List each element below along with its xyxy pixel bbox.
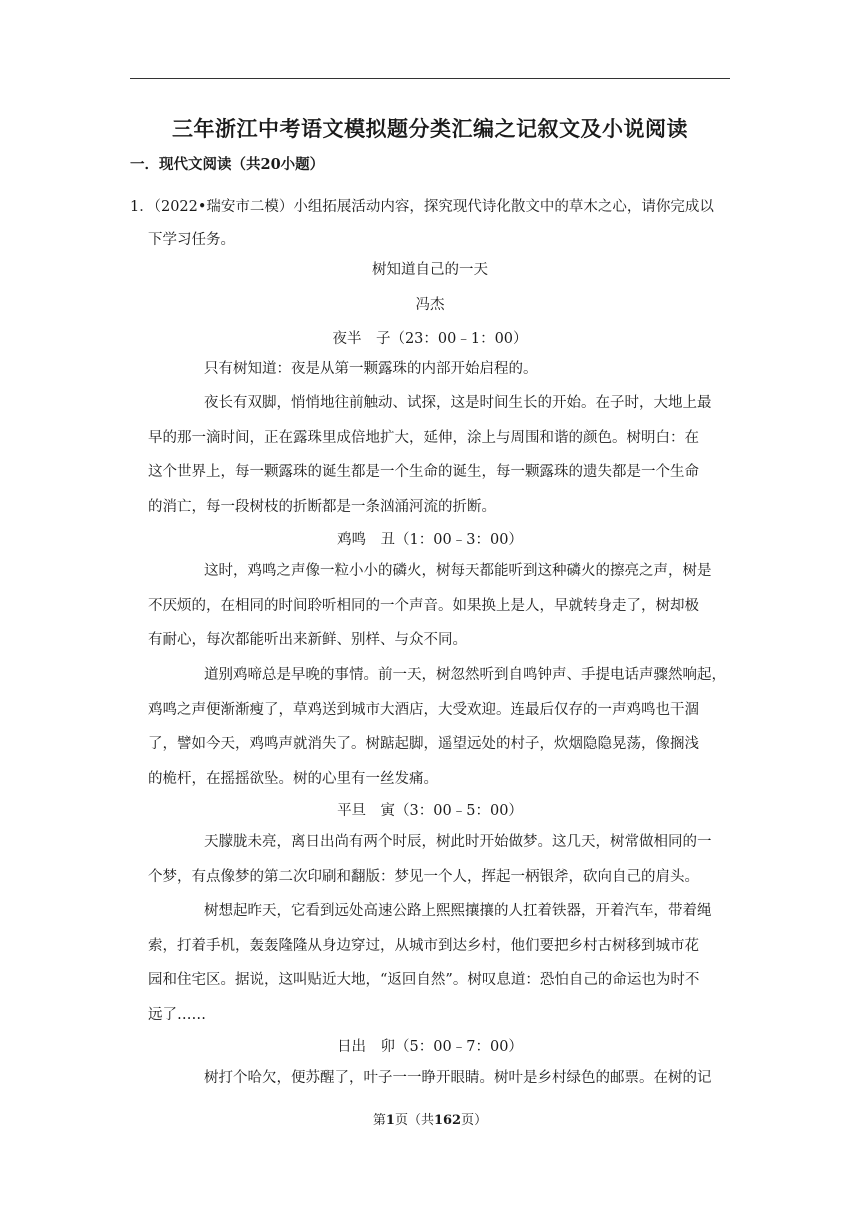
paragraph-line: 不厌烦的，在相同的时间聆听相同的一个声音。如果换上是人，早就转身走了，树却极: [148, 597, 699, 614]
paragraph-1: [148, 352, 732, 387]
paragraph-6: [148, 894, 732, 1032]
time-heading-zi: 夜半 子（23：00﹣1：00）: [332, 331, 528, 347]
paragraph-line: 索，打着手机，轰轰隆隆从身边穿过，从城市到达乡村，他们要把乡村古树移到城市花: [148, 937, 699, 954]
footer-mid: 页（共: [394, 1113, 434, 1128]
article-title: 树知道自己的一天: [372, 262, 488, 278]
document-title: 三年浙江中考语文模拟题分类汇编之记叙文及小说阅读: [172, 116, 688, 141]
paragraph-line: 这时，鸡鸣之声像一粒小小的磷火，树每天都能听到这种磷火的擦亮之声，树是: [204, 563, 712, 579]
article-author: 冯杰: [415, 297, 445, 313]
paragraph-line: 个梦，有点像梦的第二次印刷和翻版：梦见一个人，挥起一柄银斧，砍向自己的肩头。: [148, 868, 699, 885]
footer-suffix: 页）: [461, 1113, 488, 1128]
question-1-line-2: 下学习任务。: [148, 232, 235, 248]
paragraph-line: 道别鸡啼总是早晚的事情。前一天，树忽然听到自鸣钟声、手提电话声骤然响起，: [204, 667, 726, 683]
paragraph-line: 树想起昨天，它看到远处高速公路上熙熙攘攘的人扛着铁器，开着汽车，带着绳: [204, 903, 712, 919]
paragraph-line: 的桅杆，在摇摇欲坠。树的心里有一丝发痛。: [148, 770, 438, 787]
page-footer: [0, 1109, 860, 1128]
section-heading: 一．现代文阅读（共20小题）: [130, 156, 325, 173]
footer-total-pages: 162: [433, 1113, 462, 1128]
paragraph-line: 远了……: [148, 1006, 206, 1023]
paragraph-5: [148, 825, 732, 894]
question-1-line-1: 1．（2022•瑞安市二模）小组拓展活动内容，探究现代诗化散文中的草木之心，请你完成以: [130, 199, 714, 215]
paragraph-line: 只有树知道：夜是从第一颗露珠的内部开始启程的。: [204, 361, 538, 377]
paragraph-line: 夜长有双脚，悄悄地往前触动、试探，这是时间生长的开始。在子时，大地上最: [204, 395, 712, 411]
paragraph-line: 天朦胧未亮，离日出尚有两个时辰，树此时开始做梦。这几天，树常做相同的一: [204, 834, 712, 850]
paragraph-line: 早的那一滴时间，正在露珠里成倍地扩大，延伸，涂上与周围和谐的颜色。树明白：在: [148, 429, 699, 446]
paragraph-line: 园和住宅区。据说，这叫贴近大地，“返回自然”。树叹息道：恐怕自己的命运也为时不: [148, 972, 700, 988]
paragraph-line: 这个世界上，每一颗露珠的诞生都是一个生命的诞生，每一颗露珠的遗失都是一个生命: [148, 464, 699, 480]
header-rule: [130, 78, 730, 79]
paragraph-4: [148, 658, 732, 796]
paragraph-line: 了，譬如今天，鸡鸣声就消失了。树踮起脚，遥望远处的村子，炊烟隐隐晃荡，像搁浅: [148, 736, 699, 752]
paragraph-line: 有耐心，每次都能听出来新鲜、别样、与众不同。: [148, 632, 467, 648]
footer-page-number: 1: [385, 1113, 395, 1128]
footer-prefix: 第: [372, 1113, 386, 1128]
paragraph-7: [148, 1061, 732, 1096]
time-heading-chou: 鸡鸣 丑（1：00﹣3：00）: [337, 532, 523, 548]
paragraph-line: 树打个哈欠，便苏醒了，叶子一一睁开眼睛。树叶是乡村绿色的邮票。在树的记: [204, 1070, 712, 1086]
paragraph-2: [148, 386, 732, 524]
time-heading-yin: 平旦 寅（3：00﹣5：00）: [337, 803, 523, 819]
paragraph-line: 鸡鸣之声便渐渐瘦了，草鸡送到城市大酒店，大受欢迎。连最后仅存的一声鸡鸣也干涸: [148, 701, 699, 718]
paragraph-line: 的消亡，每一段树枝的折断都是一条汹涌河流的折断。: [148, 498, 496, 515]
question-1: [130, 191, 730, 257]
time-heading-mao: 日出 卯（5：00﹣7：00）: [337, 1039, 523, 1055]
paragraph-3: [148, 554, 732, 658]
